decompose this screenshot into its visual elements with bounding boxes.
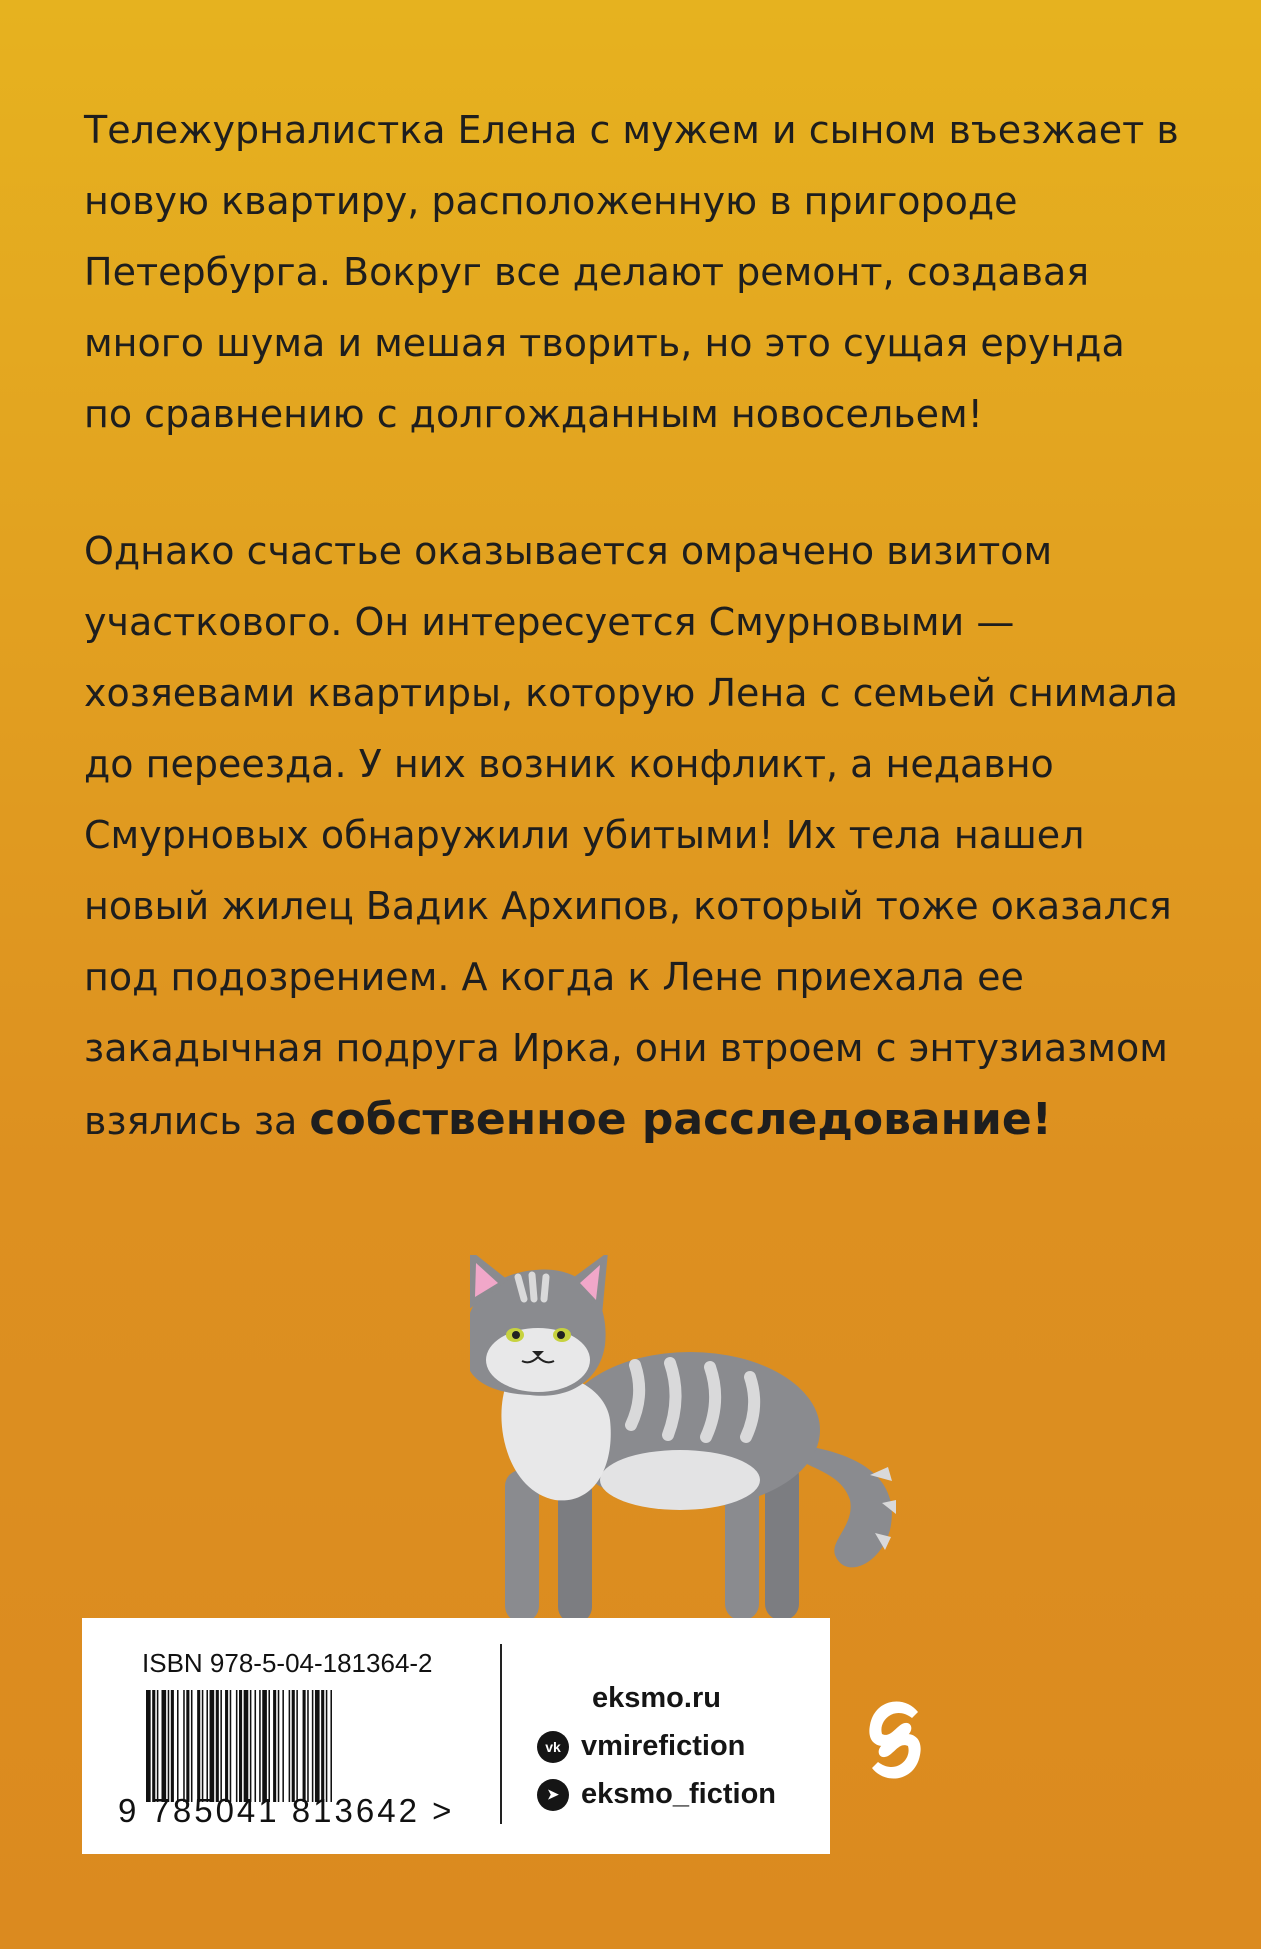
- gray-cat-illustration: [470, 1255, 1010, 1645]
- paragraph-1-text: Тележурналистка Елена с мужем и сыном въезжает в новую квартиру, расположенную в пригороде Петербурга. Вокруг все делают ремонт, создавая много шума и мешая творить, но это сущая ерунда по сравнению с долгожданным новосельем!: [84, 108, 1179, 436]
- telegram-icon: ➤: [537, 1779, 569, 1811]
- publisher-site-link[interactable]: eksmo.ru: [592, 1682, 721, 1714]
- eksmo-logo-icon: [860, 1690, 930, 1790]
- divider: [500, 1644, 502, 1824]
- telegram-link[interactable]: [537, 1778, 776, 1811]
- barcode-number: 9 785041 813642 >: [118, 1792, 455, 1829]
- description-paragraph-1: [84, 95, 1184, 450]
- barcode-icon: [146, 1690, 496, 1802]
- emphasis-text: собственное расследование!: [309, 1094, 1052, 1145]
- paragraph-2-text: Однако счастье оказывается омрачено визитом участкового. Он интересуется Смурновыми — хозяевами квартиры, которую Лена с семьей снимала до переезда. У них возник конфликт, а недавно Смурновых обнаружили убитыми! Их тела нашел новый жилец Вадик Архипов, который тоже оказался под подозрением. А когда к Лене приехала ее закадычная подруга Ирка, они втроем с энтузиазмом взялись за: [84, 529, 1179, 1143]
- vk-link[interactable]: [537, 1730, 745, 1763]
- isbn-label: ISBN 978-5-04-181364-2: [142, 1648, 433, 1678]
- vk-icon: vk: [537, 1731, 569, 1763]
- vk-handle: vmirefiction: [581, 1730, 746, 1762]
- description-paragraph-2: [84, 516, 1184, 1157]
- telegram-handle: eksmo_fiction: [581, 1778, 776, 1810]
- isbn-panel: [82, 1618, 830, 1854]
